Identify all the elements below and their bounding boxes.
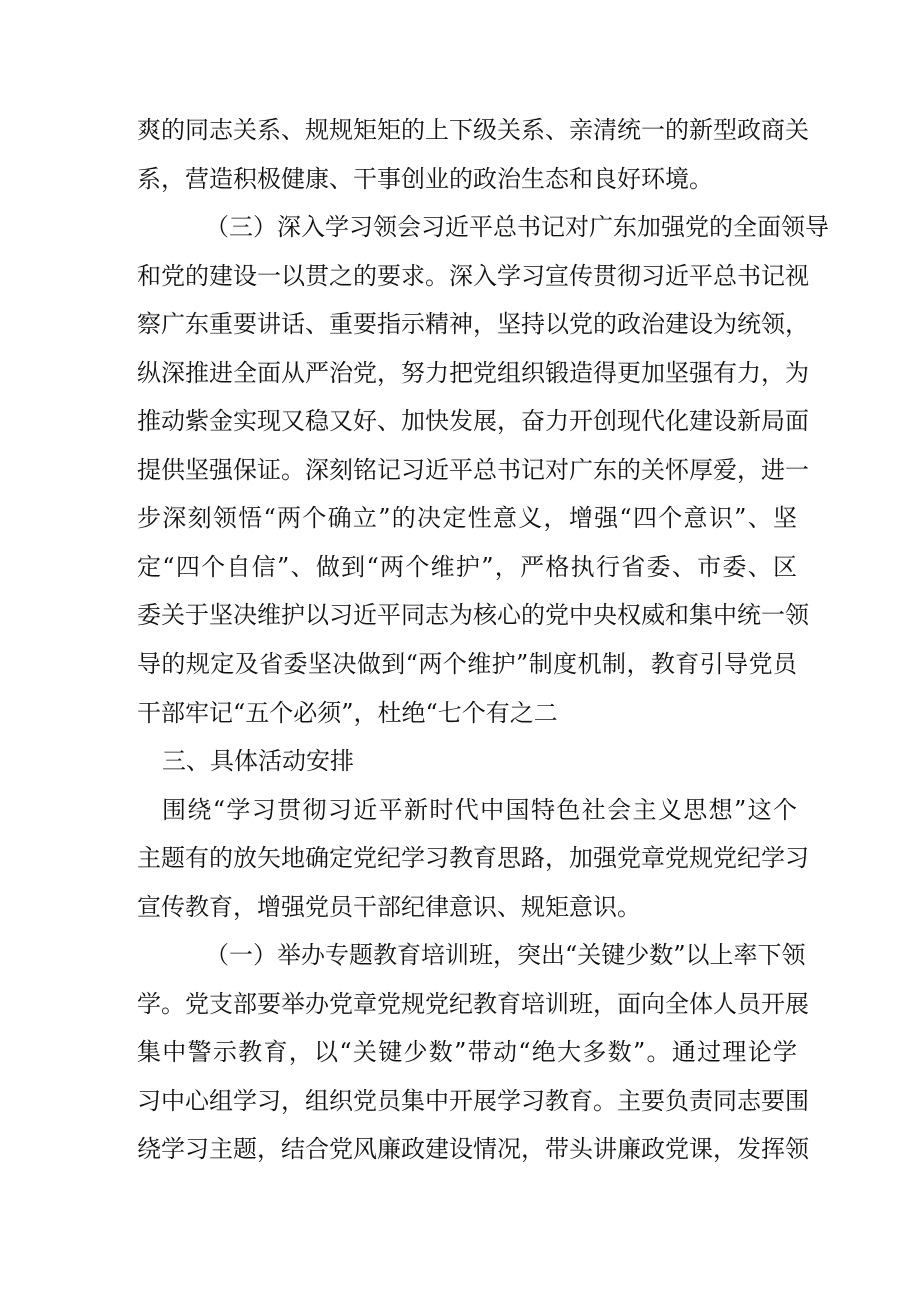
text-line: 宣传教育，增强党员干部纪律意识、规矩意识。 (137, 892, 641, 921)
text-line: 学。党支部要举办党章党规党纪教育培训班，面向全体人员开展 (137, 989, 809, 1018)
text-line: 习中心组学习，组织党员集中开展学习教育。主要负责同志要围 (137, 1086, 809, 1115)
text-line: 推动紫金实现又稳又好、加快发展，奋力开创现代化建设新局面 (137, 407, 809, 436)
text-line: 导的规定及省委坚决做到“两个维护”制度机制，教育引导党员 (137, 650, 797, 679)
text-line: 干部牢记“五个必须”，杜绝“七个有之二 (137, 698, 558, 727)
text-line: 察广东重要讲话、重要指示精神，坚持以党的政治建设为统领， (137, 310, 809, 339)
text-line: 系，营造积极健康、干事创业的政治生态和良好环境。 (137, 164, 713, 193)
text-line: 提供坚强保证。深刻铭记习近平总书记对广东的关怀厚爱，进一 (137, 455, 809, 484)
text-line: 围绕“学习贯彻习近平新时代中国特色社会主义思想”这个 (162, 795, 797, 824)
section-heading-line: （三）深入学习领会习近平总书记对广东加强党的全面领导 (205, 213, 829, 242)
text-line: 和党的建设一以贯之的要求。深入学习宣传贯彻习近平总书记视 (137, 261, 809, 290)
chapter-heading: 三、具体活动安排 (162, 747, 354, 776)
text-line: 委关于坚决维护以习近平同志为核心的党中央权威和集中统一领 (137, 601, 809, 630)
text-line: 定“四个自信”、做到“两个维护”，严格执行省委、市委、区 (137, 552, 797, 581)
text-line: 绕学习主题，结合党风廉政建设情况，带头讲廉政党课，发挥领 (137, 1135, 809, 1164)
body-text (137, 106, 829, 1174)
text-line: 爽的同志关系、规规矩矩的上下级关系、亲清统一的新型政商关 (137, 116, 809, 144)
text-line: 集中警示教育，以“关键少数”带动“绝大多数”。通过理论学 (137, 1038, 797, 1067)
text-line: 主题有的放矢地确定党纪学习教育思路，加强党章党规党纪学习 (137, 844, 809, 873)
text-line: 纵深推进全面从严治党，努力把党组织锻造得更加坚强有力，为 (137, 358, 809, 387)
section-heading-line: （一）举办专题教育培训班，突出“关键少数”以上率下领 (205, 941, 806, 970)
text-line: 步深刻领悟“两个确立”的决定性意义，增强“四个意识”、坚 (137, 504, 797, 533)
